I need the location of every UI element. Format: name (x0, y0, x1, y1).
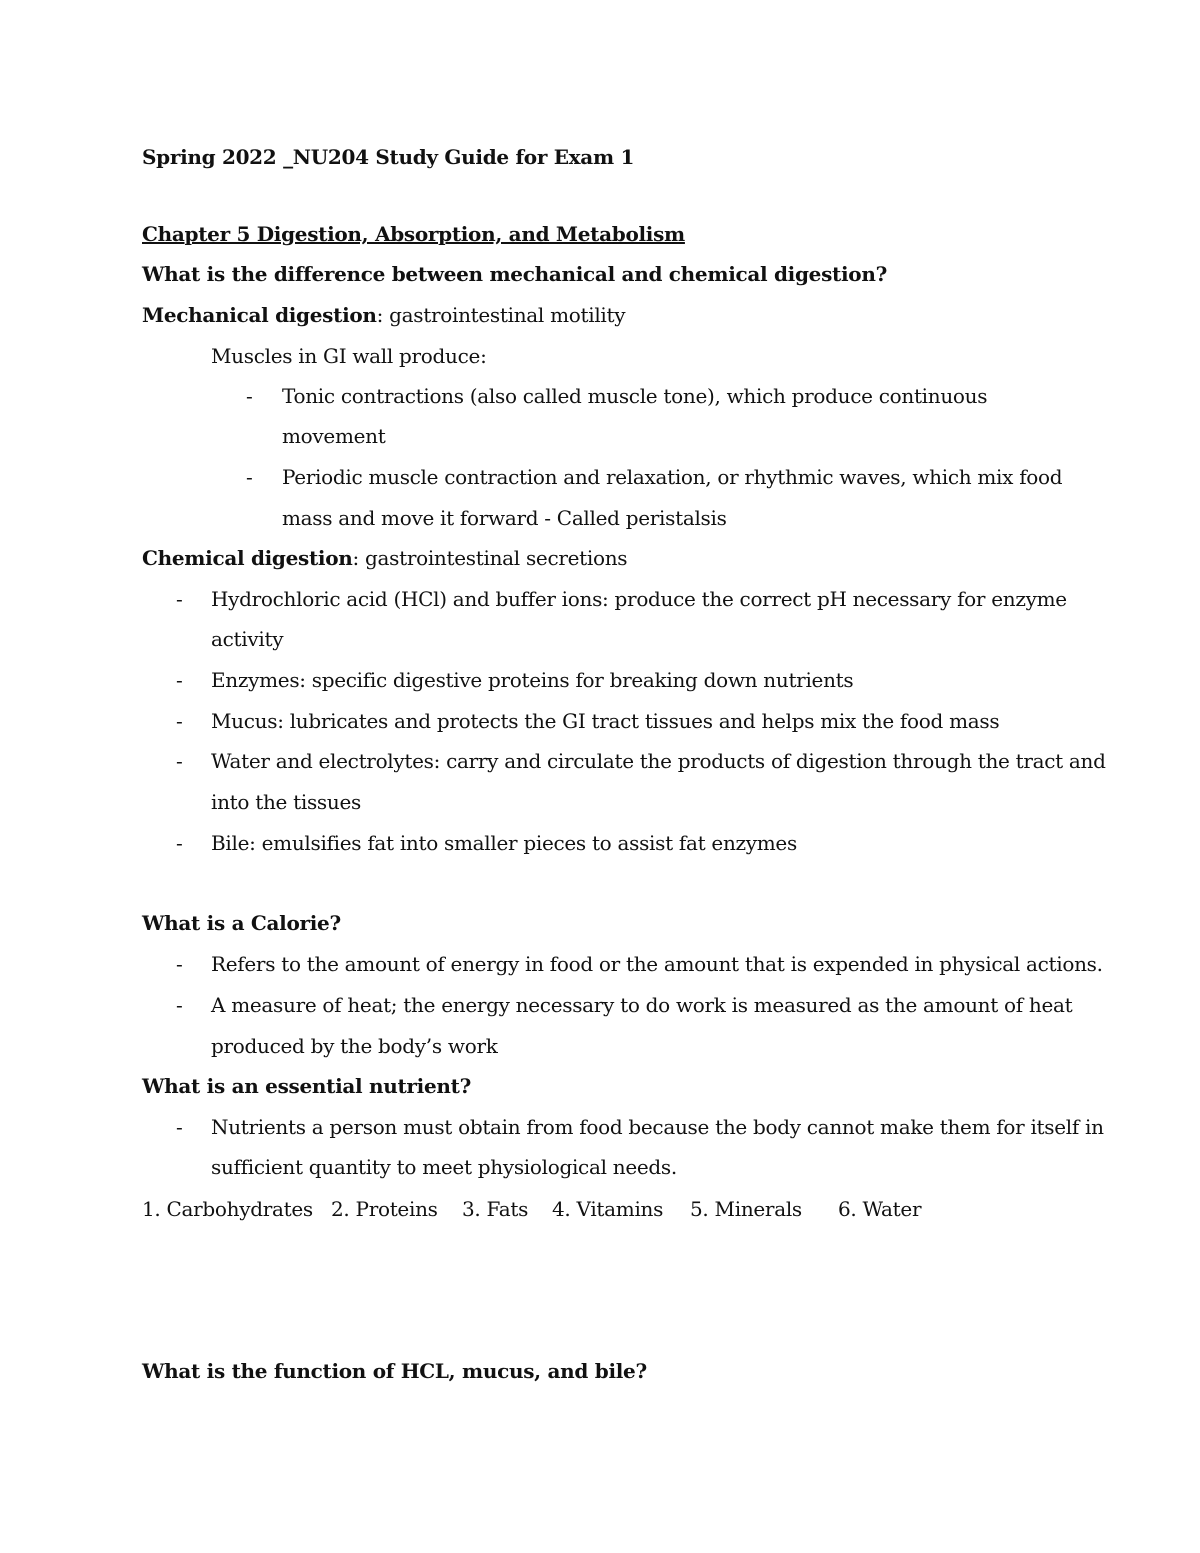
list-item: Nutrients a person must obtain from food because the body cannot make them for itself in (211, 1115, 1104, 1139)
list-item: Water and electrolytes: carry and circulate the products of digestion through the tract and (211, 749, 1106, 773)
bullet-marker: - (176, 587, 183, 611)
chapter-heading: Chapter 5 Digestion, Absorption, and Metabolism (142, 222, 685, 246)
bullet-marker: - (176, 1115, 183, 1139)
bullet-marker: - (246, 384, 253, 408)
list-item: Mucus: lubricates and protects the GI tract tissues and helps mix the food mass (211, 709, 1000, 733)
mechanical-digestion-definition: : gastrointestinal motility (376, 303, 626, 327)
bullet-marker: - (176, 749, 183, 773)
list-item: Enzymes: specific digestive proteins for breaking down nutrients (211, 668, 854, 692)
list-item-continuation: mass and move it forward - Called peristalsis (282, 506, 727, 530)
list-item-continuation: into the tissues (211, 790, 361, 814)
chemical-digestion-term: Chemical digestion (142, 546, 353, 570)
muscles-intro: Muscles in GI wall produce: (211, 344, 487, 368)
bullet-marker: - (176, 709, 183, 733)
chemical-digestion-line (142, 544, 627, 572)
list-item-continuation: activity (211, 627, 284, 651)
list-item: Tonic contractions (also called muscle tone), which produce continuous (282, 384, 988, 408)
mechanical-digestion-line (142, 301, 625, 329)
bullet-marker: - (176, 993, 183, 1017)
list-item-continuation: produced by the body’s work (211, 1034, 498, 1058)
bullet-marker: - (176, 668, 183, 692)
list-item-continuation: sufficient quantity to meet physiological needs. (211, 1155, 677, 1179)
question-essential-nutrient: What is an essential nutrient? (142, 1074, 471, 1098)
nutrient-item: 1. Carbohydrates (142, 1197, 313, 1221)
list-item: Refers to the amount of energy in food or the amount that is expended in physical actions. (211, 952, 1103, 976)
bullet-marker: - (176, 952, 183, 976)
question-calorie: What is a Calorie? (142, 911, 341, 935)
nutrient-item: 6. Water (838, 1197, 922, 1221)
list-item: Periodic muscle contraction and relaxation, or rhythmic waves, which mix food (282, 465, 1063, 489)
question-hcl-mucus-bile: What is the function of HCL, mucus, and bile? (142, 1359, 647, 1383)
list-item: A measure of heat; the energy necessary to do work is measured as the amount of heat (211, 993, 1073, 1017)
list-item-continuation: movement (282, 424, 386, 448)
bullet-marker: - (246, 465, 253, 489)
document-title: Spring 2022 _NU204 Study Guide for Exam 1 (142, 145, 635, 169)
mechanical-digestion-term: Mechanical digestion (142, 303, 377, 327)
nutrient-item: 5. Minerals (690, 1197, 802, 1221)
nutrient-item: 3. Fats (462, 1197, 529, 1221)
question-mechanical-vs-chemical: What is the difference between mechanical and chemical digestion? (142, 262, 887, 286)
bullet-marker: - (176, 831, 183, 855)
list-item: Hydrochloric acid (HCl) and buffer ions: produce the correct pH necessary for enzyme (211, 587, 1067, 611)
nutrient-item: 4. Vitamins (552, 1197, 664, 1221)
nutrient-item: 2. Proteins (331, 1197, 438, 1221)
list-item: Bile: emulsifies fat into smaller pieces to assist fat enzymes (211, 831, 797, 855)
chemical-digestion-definition: : gastrointestinal secretions (352, 546, 628, 570)
